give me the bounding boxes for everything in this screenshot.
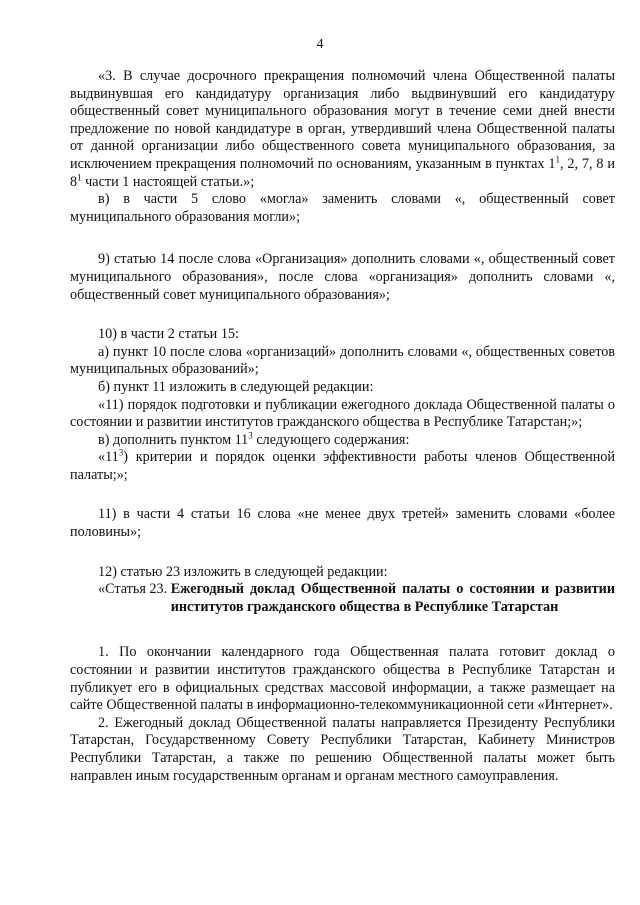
paragraph-item-v: в) в части 5 слово «могла» заменить словами «, общественный совет муниципального образования могли»; [70,191,615,225]
superscript: 3 [118,447,124,458]
paragraph-text: части 1 настоящей статьи.»; [81,173,255,190]
paragraph-item-11: 11) в части 4 статьи 16 слова «не менее двух третей» заменить словами «более половины»; [70,506,615,541]
paragraph-part3 [70,68,615,191]
paragraph-text: «3. В случае досрочного прекращения полномочий члена Общественной палаты выдвинувшая его кандидатуру организация либо выдвинувший его кандидатуру общественный совет муниципального образования могут в течение семи дней внести предложение по новой кандидатуре в орган, утвердивший члена Общественной палаты от данной организации либо общественного совета муниципального образования, за исключением прекращения полномочий по основаниям, указанным в пунктах 1 [70,68,615,172]
paragraph-item-10v [70,429,615,450]
page-number: 4 [316,37,324,52]
paragraph-text: в) дополнить пунктом 11 [98,431,249,448]
paragraph-item-10: 10) в части 2 статьи 15: [98,326,239,343]
superscript: 1 [77,171,82,182]
paragraph-point-11: «11) порядок подготовки и публикации ежегодного доклада Общественной палаты о состоянии и развитии институтов гражданского общества в Республике Татарстан;»; [70,396,615,431]
paragraph-text: ) критерии и порядок оценки эффективности работы членов Общественной палаты;»; [70,449,615,483]
paragraph-item-12: 12) статью 23 изложить в следующей редакции: [98,563,388,580]
article-number: «Статья 23. [98,581,171,598]
paragraph-text: следующего содержания: [252,431,410,448]
superscript: 3 [248,429,253,440]
article-heading [70,581,615,616]
superscript: 1 [555,154,560,165]
article-title: Ежегодный доклад Общественной палаты о состоянии и развитии институтов гражданского общества в Республике Татарстан [170,581,615,615]
paragraph-item-9: 9) статью 14 после слова «Организация» дополнить словами «, общественный совет муниципального образования», после слова «организация» дополнить словами «, общественный совет муниципального образования»; [70,251,615,303]
paragraph-item-10b: б) пункт 11 изложить в следующей редакции: [98,378,374,395]
document-body [70,68,615,785]
paragraph-article-part-2: 2. Ежегодный доклад Общественной палаты направляется Президенту Республики Татарстан, Государственному Совету Республики Татарстан, Кабинету Министров Республики Татарстан, а также по решению Общественной палаты может быть направлен иным государственным органам и органам местного самоуправления. [70,714,615,784]
paragraph-point-11-3 [70,449,615,484]
paragraph-item-10a: а) пункт 10 после слова «организаций» дополнить словами «, общественных советов муниципальных образований»; [70,343,615,378]
paragraph-article-part-1: 1. По окончании календарного года Общественная палата готовит доклад о состоянии и развитии институтов гражданского общества в Республике Татарстан и публикует его в официальных средствах массовой информации, а также размещает на сайте Общественной палаты в информационно-телекоммуникационной сети «Интернет». [70,644,615,714]
paragraph-text: , 2, 7, 8 и 8 [70,155,615,190]
paragraph-text: «11 [98,449,119,466]
